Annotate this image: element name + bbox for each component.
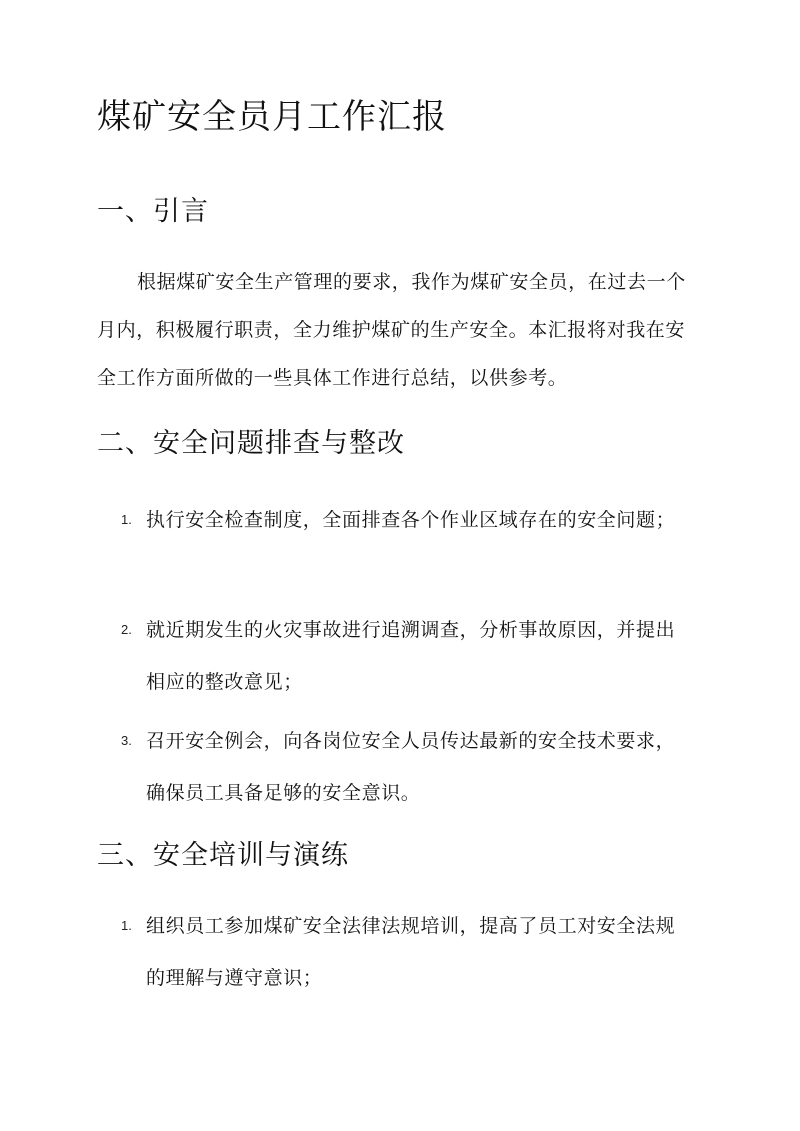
list-item [97, 494, 703, 546]
section-heading-safety-training: 三、安全培训与演练 [97, 840, 349, 871]
list-item [97, 900, 703, 1004]
list-item-number: 1. [121, 918, 132, 933]
list-item-text: 执行安全检查制度，全面排查各个作业区域存在的安全问题； [146, 509, 676, 531]
list-item-number: 2. [121, 622, 132, 637]
list-item [97, 715, 703, 819]
section-heading-introduction: 一、引言 [97, 196, 209, 227]
list-item-text: 组织员工参加煤矿安全法律法规培训，提高了员工对安全法规的理解与遵守意识； [146, 915, 676, 989]
introduction-paragraph: 根据煤矿安全生产管理的要求，我作为煤矿安全员，在过去一个月内，积极履行职责，全力维护煤矿的生产安全。本汇报将对我在安全工作方面所做的一些具体工作进行总结，以供参考。 [97, 271, 686, 389]
document-title: 煤矿安全员月工作汇报 [97, 97, 447, 137]
list-item-number: 3. [121, 733, 132, 748]
list-item-number: 1. [121, 512, 132, 527]
section-heading-safety-inspection: 二、安全问题排查与整改 [97, 428, 405, 459]
list-item-text: 就近期发生的火灾事故进行追溯调查，分析事故原因，并提出相应的整改意见； [146, 619, 676, 693]
list-item-text: 召开安全例会，向各岗位安全人员传达最新的安全技术要求，确保员工具备足够的安全意识。 [146, 730, 676, 804]
list-item [97, 604, 703, 708]
